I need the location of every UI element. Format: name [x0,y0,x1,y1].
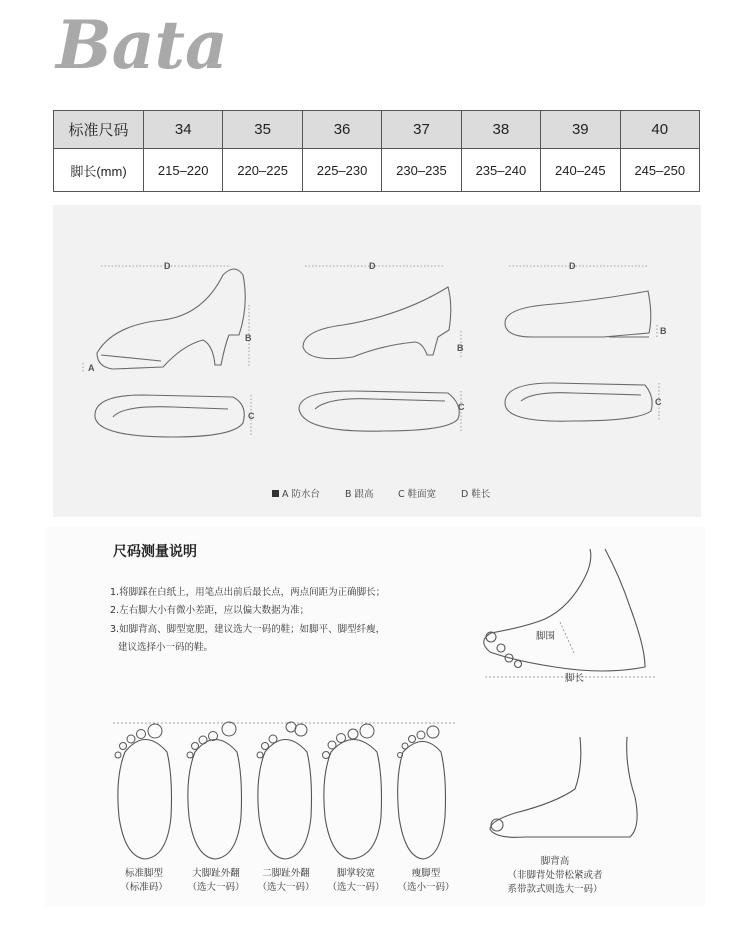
bata-logo [52,6,312,78]
size-row [54,111,700,149]
length-cell: 215–220 [144,149,223,192]
length-row [54,149,700,192]
guide-step: 建议选择小一码的鞋。 [118,642,214,653]
foot-type-bunion [181,865,251,893]
size-cell: 34 [144,111,223,149]
size-table [53,110,700,192]
dim-label-b: B [245,333,252,343]
foot-type-slim [391,865,461,893]
flat-shoe-side-icon [505,291,651,337]
dim-label-a: A [88,363,95,373]
instep-title: 脚背高 [540,856,570,867]
foot-type-advice: （选小一码） [397,882,455,893]
foot-type-advice: （选大一码） [257,882,315,893]
size-cell: 39 [541,111,620,149]
length-cell: 240–245 [541,149,620,192]
foot-type-second-toe [251,865,321,893]
mid-heel-top-icon [299,391,459,431]
size-cell: 37 [382,111,461,149]
size-row-header: 标准尺码 [54,111,144,149]
instep-note [495,853,615,895]
foot-illustrations [45,527,705,907]
legend-a: A 防水台 [282,489,321,500]
side-foot-icon [484,549,645,671]
girth-label: 脚围 [536,631,556,642]
dim-label-b: B [660,326,667,336]
dim-label-c: C [655,397,662,407]
guide-title: 尺码测量说明 [113,544,197,560]
length-cell: 235–240 [461,149,540,192]
foot-type-wide [321,865,391,893]
foot-type-advice: （标准码） [120,882,168,893]
foot-type-name: 瘦脚型 [411,868,441,879]
foot-type-name: 脚掌较宽 [336,868,375,879]
length-cell: 220–225 [223,149,302,192]
size-cell: 35 [223,111,302,149]
legend-c: C 鞋面宽 [398,489,437,500]
dim-label-c: C [458,402,465,412]
dim-label-d: D [369,261,376,271]
platform-heel-side-icon [97,269,245,369]
dim-label-c: C [248,411,255,421]
foot-type-name: 二脚趾外翻 [262,868,310,879]
length-cell: 230–235 [382,149,461,192]
foot-type-standard [113,865,175,893]
measurement-guide [45,527,705,907]
dim-label-b: B [457,343,464,353]
foot-type-name: 大脚趾外翻 [192,868,240,879]
legend-square-icon [272,490,279,497]
length-row-header: 脚长(mm) [54,149,144,192]
legend-b: B 跟高 [345,489,374,500]
foot-bunion-icon [188,740,242,860]
foot-type-advice: （选大一码） [187,882,245,893]
foot-standard-icon [118,740,172,860]
legend-d: D 鞋长 [461,489,491,500]
dim-label-d: D [569,261,576,271]
instep-line: （非脚背处带松紧或者 [507,870,603,881]
length-label: 脚长 [565,673,585,684]
foot-type-name: 标准脚型 [124,868,163,879]
guide-step: 3.如脚背高、脚型宽肥，建议选大一码的鞋；如脚平、脚型纤瘦， [110,624,386,635]
guide-step: 1.将脚踩在白纸上，用笔点出前后最长点，两点间距为正确脚长； [110,587,386,598]
logo-text: Bata [56,6,228,78]
mid-heel-side-icon [303,287,451,359]
dim-label-d: D [164,261,171,271]
foot-type-advice: （选大一码） [327,882,385,893]
length-cell: 225–230 [302,149,381,192]
shoe-diagram [53,205,701,517]
foot-wide-icon [324,740,382,860]
foot-second-toe-icon [258,740,312,860]
instep-foot-icon [490,737,637,837]
instep-line: 系带款式则选大一码） [507,884,603,895]
guide-step: 2.左右脚大小有微小差距，应以偏大数据为准； [110,605,310,616]
size-cell: 38 [461,111,540,149]
foot-slim-icon [398,742,446,860]
size-cell: 40 [620,111,699,149]
shoe-diagram-panel [53,205,701,517]
size-cell: 36 [302,111,381,149]
flat-shoe-top-icon [505,383,652,421]
platform-heel-top-icon [95,395,244,437]
length-cell: 245–250 [620,149,699,192]
